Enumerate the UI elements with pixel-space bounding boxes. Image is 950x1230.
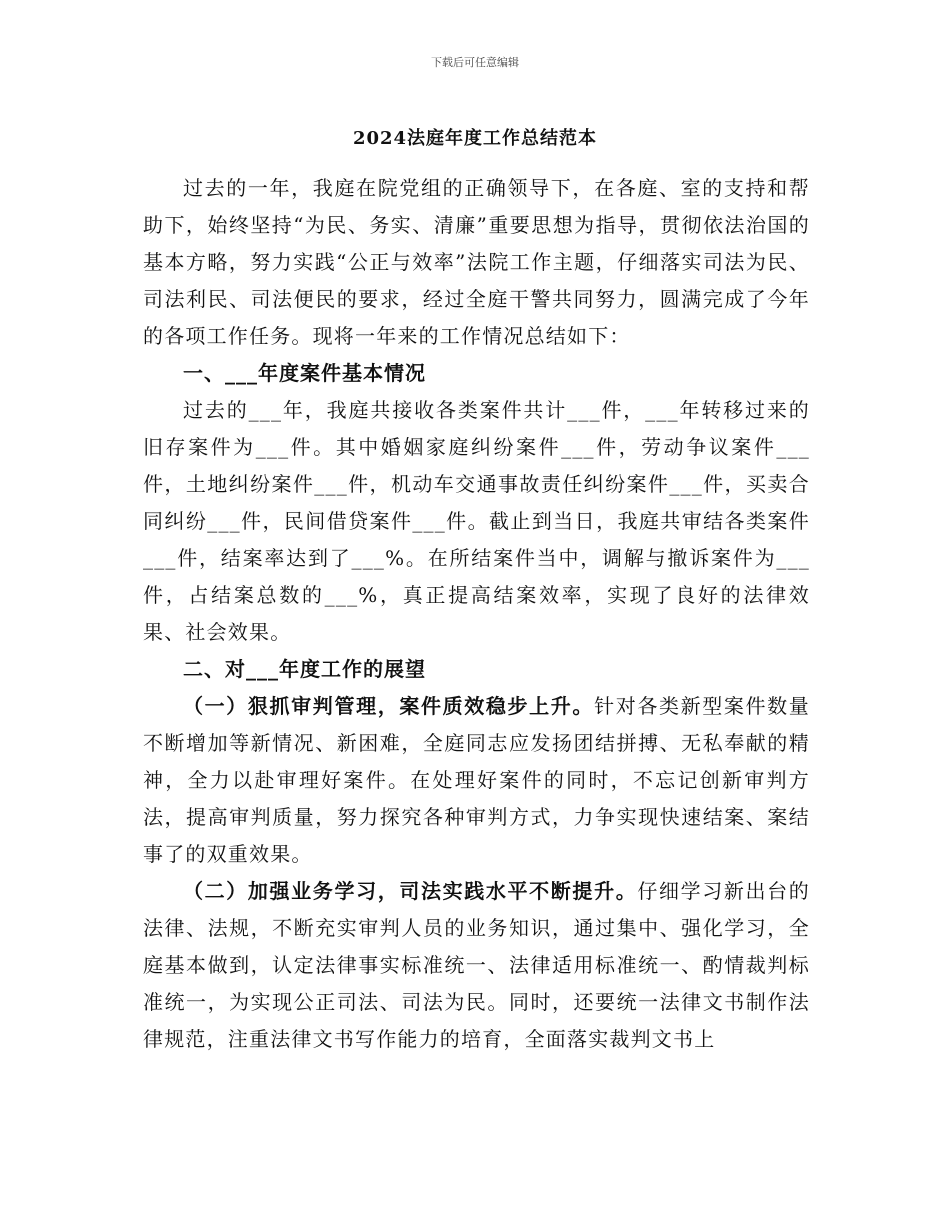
item-2-body: 仔细学习新出台的法律、法规，不断充实审判人员的业务知识，通过集中、强化学习，全庭基本做到，认定法律事实标准统一、法律适用标准统一、酌情裁判标准统一，为实现公正司法、司法为民。同时，还要统一法律文书制作法律规范，注重法律文书写作能力的培育，全面落实裁判文书上 xyxy=(143,879,810,1051)
item-1-lead: （一）狠抓审判管理，案件质效稳步上升。 xyxy=(183,694,595,718)
intro-paragraph: 过去的一年，我庭在院党组的正确领导下，在各庭、室的支持和帮助下，始终坚持“为民、务实、清廉”重要思想为指导，贯彻依法治国的基本方略，努力实践“公正与效率”法院工作主题，仔细落实司法为民、司法利民、司法便民的要求，经过全庭干警共同努力，圆满完成了今年的各项工作任务。现将一年来的工作情况总结如下： xyxy=(143,176,810,348)
item-2-lead: （二）加强业务学习，司法实践水平不断提升。 xyxy=(183,879,638,903)
header-note: 下载后可任意编辑 xyxy=(431,56,519,69)
section-1-heading: 一、___年度案件基本情况 xyxy=(183,361,426,385)
document-title: 2024法庭年度工作总结范本 xyxy=(352,128,598,149)
item-2-paragraph xyxy=(143,873,810,1058)
section-2-heading: 二、对___年度工作的展望 xyxy=(183,657,426,681)
item-1-body: 针对各类新型案件数量不断增加等新情况、新困难，全庭同志应发扬团结拼搏、无私奉献的精神，全力以赴审理好案件。在处理好案件的同时，不忘记创新审判方法，提高审判质量，努力探究各种审判方式，力争实现快速结案、案结事了的双重效果。 xyxy=(143,694,810,866)
section-1-paragraph: 过去的___年，我庭共接收各类案件共计___件，___年转移过来的旧存案件为___件。其中婚姻家庭纠纷案件___件，劳动争议案件___件，土地纠纷案件___件，机动车交通事故责任纠纷案件___件，买卖合同纠纷___件，民间借贷案件___件。截止到当日，我庭共审结各类案件___件，结案率达到了___%。在所结案件当中，调解与撤诉案件为___件，占结案总数的___%，真正提高结案效率，实现了良好的法律效果、社会效果。 xyxy=(143,398,810,644)
item-1-paragraph xyxy=(143,688,810,873)
document-body xyxy=(143,170,810,1058)
